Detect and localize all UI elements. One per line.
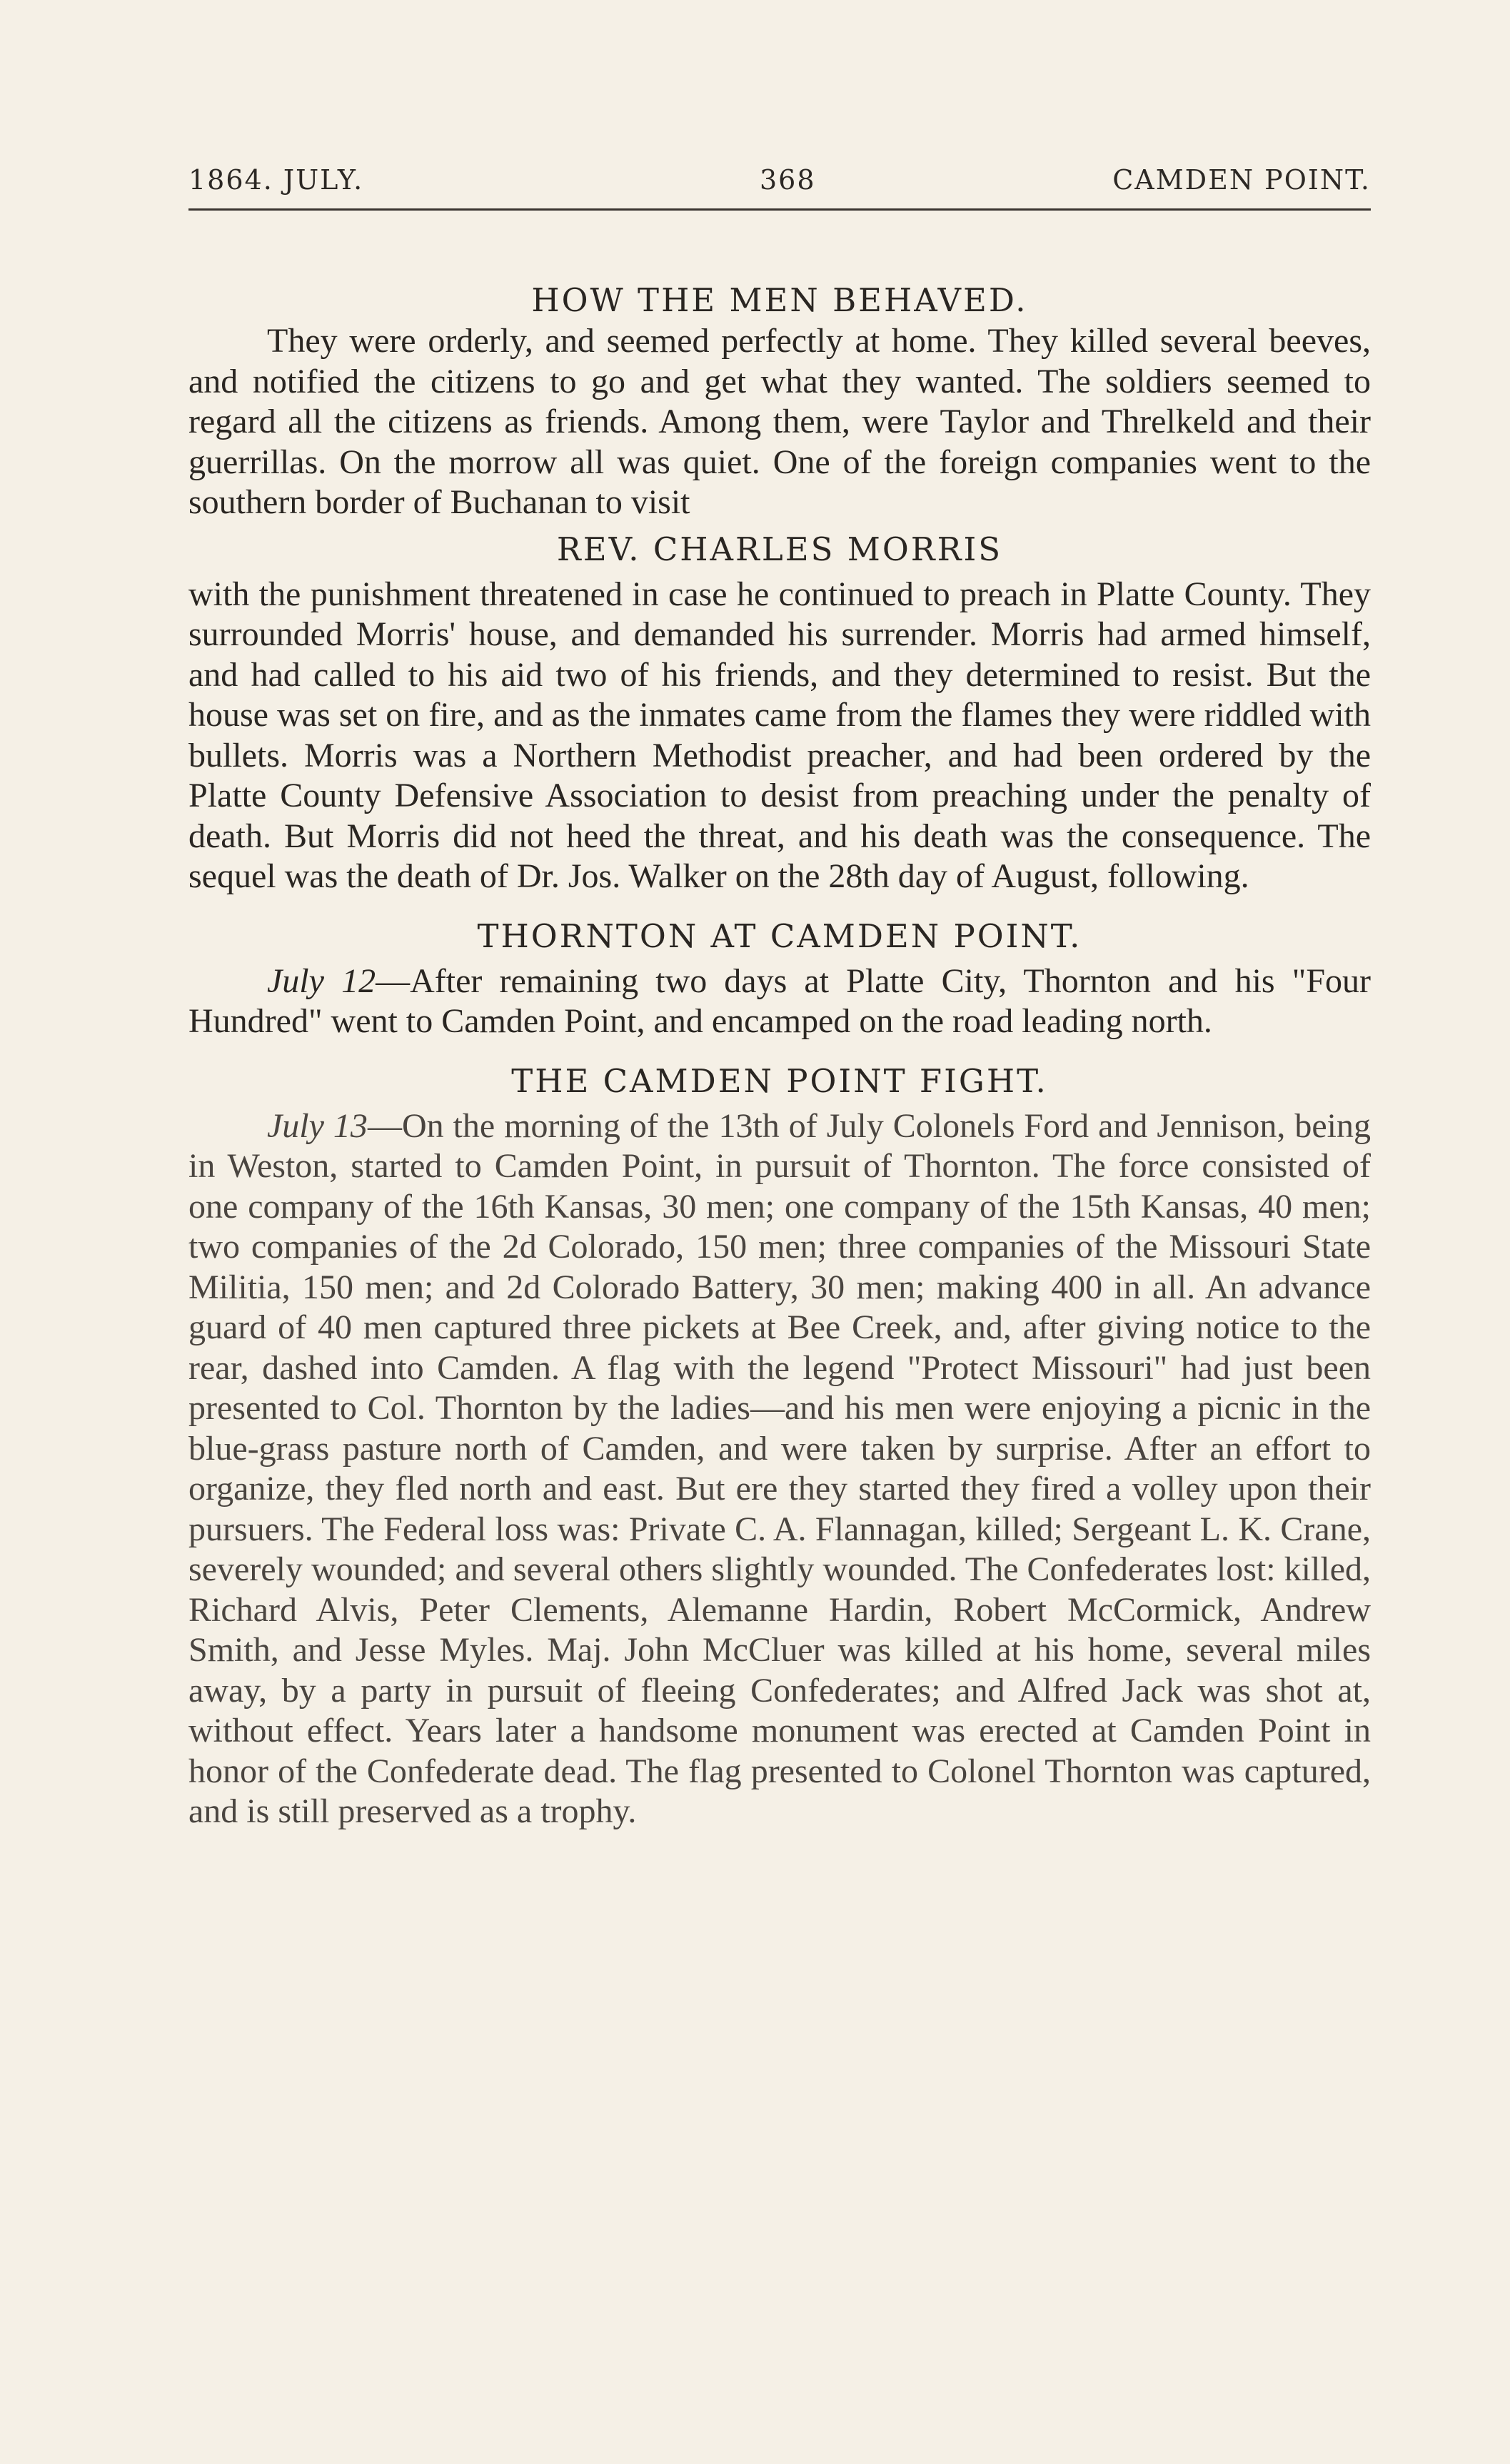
header-date: 1864. JULY. bbox=[188, 164, 364, 196]
entry-date: July 13 bbox=[267, 1106, 368, 1145]
section-paragraph bbox=[188, 1106, 1371, 1832]
page-number: 368 bbox=[760, 164, 816, 196]
entry-text: —After remaining two days at Platte City, Thornton and his "Four Hundred" went to Camden Point, and encamped on the road leading north. bbox=[188, 961, 1371, 1040]
entry-date: July 12 bbox=[267, 961, 376, 1000]
running-head bbox=[188, 164, 1371, 207]
section-title-camden-point-fight: THE CAMDEN POINT FIGHT. bbox=[511, 1061, 1048, 1100]
section-title-how-the-men-behaved: HOW THE MEN BEHAVED. bbox=[531, 281, 1028, 319]
section-paragraph: with the punishment threatened in case he continued to preach in Platte County. They surrounded Morris' house, and demanded his surrender. Morris had armed himself, and had called to his aid two of his friends, and they determined to resist. But the house was set on fire, and as the inmates came from the flames they were riddled with bullets. Morris was a Northern Methodist preacher, and had been ordered by the Platte County Defensive Association to desist from preaching under the penalty of death. But Morris did not heed the threat, and his death was the consequence. The sequel was the death of Dr. Jos. Walker on the 28th day of August, following. bbox=[188, 575, 1371, 895]
header-place: CAMDEN POINT. bbox=[1112, 164, 1371, 196]
book-page bbox=[188, 164, 1371, 1832]
section-title-rev-charles-morris: REV. CHARLES MORRIS bbox=[556, 530, 1003, 568]
header-rule bbox=[188, 208, 1371, 211]
section-title-thornton-at-camden-point: THORNTON AT CAMDEN POINT. bbox=[477, 917, 1082, 955]
section-paragraph: They were orderly, and seemed perfectly at home. They killed several beeves, and notified the citizens to go and get what they wanted. The soldiers seemed to regard all the citizens as friends. Among them, were Taylor and Threlkeld and their guerrillas. On the morrow all was quiet. One of the foreign companies went to the southern border of Buchanan to visit bbox=[188, 322, 1371, 521]
entry-text: —On the morning of the 13th of July Colonels Ford and Jennison, being in Weston, started to Camden Point, in pursuit of Thornton. The force consisted of one company of the 16th Kansas, 30 men; one company of the 15th Kansas, 40 men; two companies of the 2d Colorado, 150 men; three companies of the Missouri State Militia, 150 men; and 2d Colorado Battery, 30 men; making 400 in all. An advance guard of 40 men captured three pickets at Bee Creek, and, after giving notice to the rear, dashed into Camden. A flag with the legend "Protect Missouri" had just been presented to Col. Thornton by the ladies—and his men were enjoying a picnic in the blue-grass pasture north of Camden, and were taken by surprise. After an effort to organize, they fled north and east. But ere they started they fired a volley upon their pursuers. The Federal loss was: Private C. A. Flannagan, killed; Sergeant L. K. Crane, severely wounded; and several others slightly wounded. The Confederates lost: killed, Richard Alvis, Peter Clements, Alemanne Hardin, Robert McCormick, Andrew Smith, and Jesse Myles. Maj. John McCluer was killed at his home, several miles away, by a party in pursuit of fleeing Confederates; and Alfred Jack was shot at, without effect. Years later a handsome monument was erected at Camden Point in honor of the Confederate dead. The flag presented to Colonel Thornton was captured, and is still preserved as a trophy. bbox=[188, 1106, 1371, 1830]
section-paragraph bbox=[188, 961, 1371, 1042]
